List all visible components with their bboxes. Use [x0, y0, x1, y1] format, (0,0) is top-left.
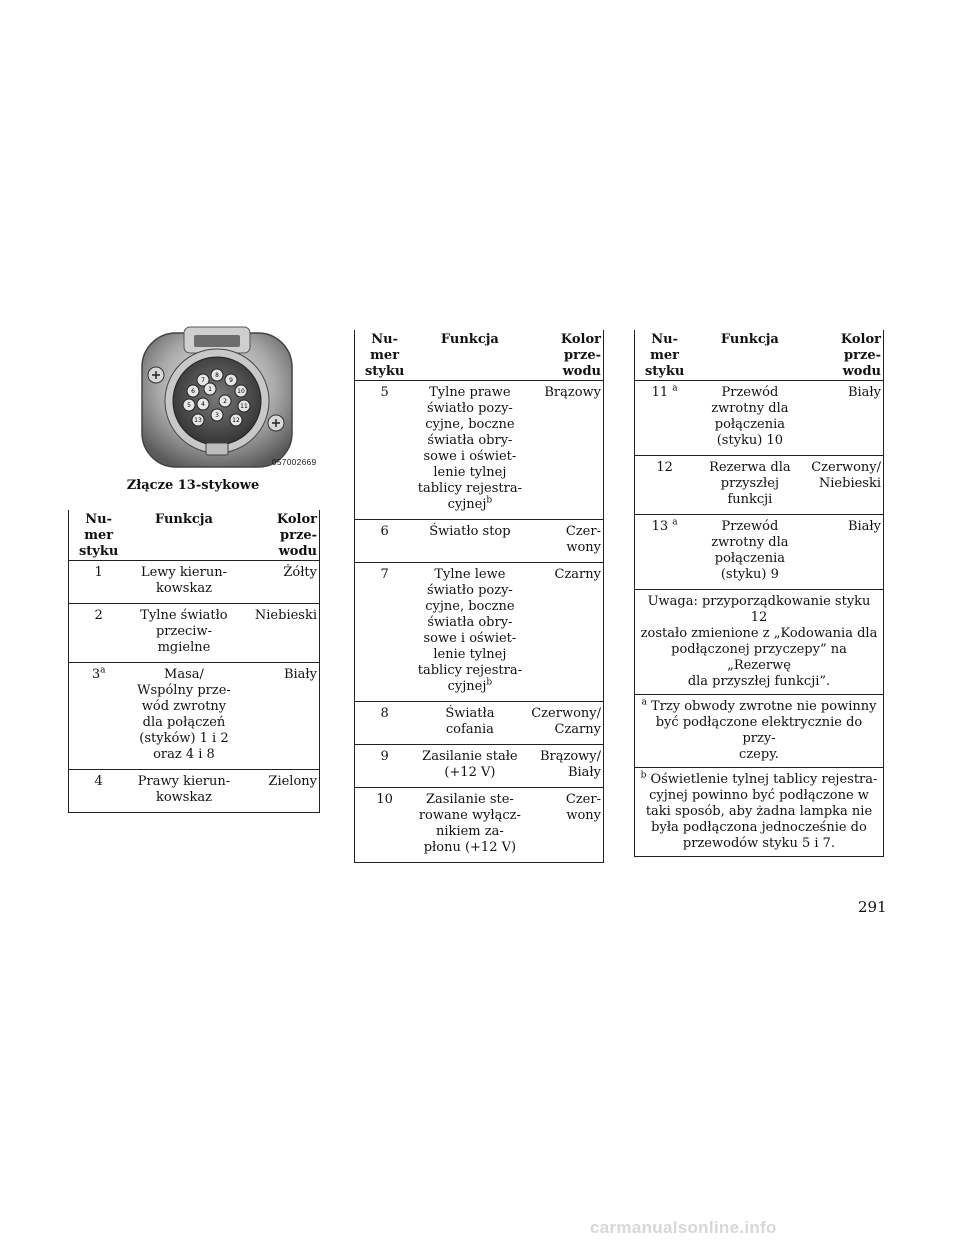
header-color: Kolor prze- wodu [526, 330, 604, 381]
footnote-marker: b [486, 495, 493, 506]
watermark: carmanualsonline.info [590, 1218, 777, 1237]
pin-9 [225, 374, 237, 386]
footnote-row [635, 695, 884, 768]
header-function: Funkcja [128, 510, 239, 561]
table-row [635, 381, 884, 456]
table-row [635, 456, 884, 515]
wire-color: Biały [806, 515, 884, 590]
table-row [69, 663, 320, 770]
header-pin: Nu- mer styku [635, 330, 695, 381]
pin-table-3 [634, 330, 884, 857]
pin-number: 13 $^a$ [635, 515, 695, 590]
pin-11 [238, 400, 250, 412]
header-pin: Nu- mer styku [69, 510, 129, 561]
pin-function: Przewód zwrotny dla połączenia (styku) 10 [694, 381, 805, 456]
wire-color: Brązowy [526, 381, 604, 520]
pin-table-2 [354, 330, 604, 863]
table-header-row [69, 510, 320, 561]
pin-number: 8 [355, 702, 415, 745]
figure-code: 057002669 [272, 458, 317, 467]
pin-number: 11 $^a$ [635, 381, 695, 456]
connector-figure [120, 325, 320, 475]
table-row [69, 770, 320, 813]
footnote-marker: a [100, 665, 106, 676]
footnote-marker: a [672, 383, 678, 394]
wire-color: Czer- wony [526, 788, 604, 863]
header-function: Funkcja [414, 330, 525, 381]
svg-text:11: 11 [240, 403, 248, 410]
pin-function: Lewy kierun- kowskaz [128, 561, 239, 604]
pin-number: 6 [355, 520, 415, 563]
table-row [355, 702, 604, 745]
header-pin: Nu- mer styku [355, 330, 415, 381]
pin-number: 7 [355, 563, 415, 702]
pin-number: 3$^a$ [69, 663, 129, 770]
svg-text:5: 5 [187, 402, 191, 409]
pin-function: Światło stop [414, 520, 525, 563]
svg-text:1: 1 [208, 386, 212, 393]
footnote-row [635, 768, 884, 857]
pin-6 [187, 385, 199, 397]
header-color: Kolor prze- wodu [806, 330, 884, 381]
pin-function: Przewód zwrotny dla połączenia (styku) 9 [694, 515, 805, 590]
uwaga-note: Uwaga: przyporządkowanie styku 12 zostało zmienione z „Kodowania dla podłączonej przyczepy” na „Rezerwę dla przyszłej funkcji”. [635, 590, 884, 695]
pin-number: 1 [69, 561, 129, 604]
footnote-marker: b [486, 677, 493, 688]
figure-caption: Złącze 13-stykowe [126, 478, 260, 493]
pin-function: Światła cofania [414, 702, 525, 745]
svg-text:10: 10 [237, 388, 245, 395]
wire-color: Biały [806, 381, 884, 456]
svg-text:9: 9 [229, 377, 233, 384]
pin-number: 12 [635, 456, 695, 515]
table-row [355, 788, 604, 863]
svg-text:12: 12 [232, 417, 240, 424]
footnote-b: $^b$ Oświetlenie tylnej tablicy rejestra- cyjnej powinno być podłączone w taki sposób, aby żadna lampka nie była podłączona jednocześnie do przewodów styku 5 i 7. [635, 768, 884, 857]
svg-text:4: 4 [201, 401, 205, 408]
pin-function: Rezerwa dla przyszłej funkcji [694, 456, 805, 515]
pin-function: Tylne światło przeciw- mgielne [128, 604, 239, 663]
pin-function: Masa/ Wspólny prze- wód zwrotny dla połączeń (styków) 1 i 2 oraz 4 i 8 [128, 663, 239, 770]
table-header-row [635, 330, 884, 381]
svg-text:2: 2 [223, 398, 227, 405]
header-color: Kolor prze- wodu [240, 510, 320, 561]
table-row [355, 745, 604, 788]
svg-text:13: 13 [194, 417, 202, 424]
pin-number: 5 [355, 381, 415, 520]
table-row [635, 515, 884, 590]
wire-color: Czarny [526, 563, 604, 702]
pin-12 [230, 414, 242, 426]
wire-color: Biały [240, 663, 320, 770]
pin-3 [211, 409, 223, 421]
footnote-marker: a [641, 697, 647, 708]
page-number: 291 [858, 898, 887, 916]
wire-color: Czerwony/ Niebieski [806, 456, 884, 515]
pin-table-1 [68, 510, 320, 813]
footnote-a: $^a$ Trzy obwody zwrotne nie powinny być podłączone elektrycznie do przy- czepy. [635, 695, 884, 768]
header-function: Funkcja [694, 330, 805, 381]
footnote-marker: a [672, 517, 678, 528]
table-row [355, 520, 604, 563]
footnote-marker: b [640, 770, 647, 781]
pin-function: Tylne lewe światło pozy- cyjne, boczne światła obry- sowe i oświet- lenie tylnej tablicy rejestra- cyjnej$^b$ [414, 563, 525, 702]
table-row [355, 381, 604, 520]
wire-color: Czer- wony [526, 520, 604, 563]
svg-text:8: 8 [215, 372, 219, 379]
pin-4 [197, 398, 209, 410]
pin-number: 4 [69, 770, 129, 813]
wire-color: Żółty [240, 561, 320, 604]
table-row [69, 561, 320, 604]
pin-10 [235, 385, 247, 397]
connector-13-pin-illustration [120, 325, 320, 475]
note-row [635, 590, 884, 695]
pin-function: Tylne prawe światło pozy- cyjne, boczne światła obry- sowe i oświet- lenie tylnej tablicy rejestra- cyjnej$^b$ [414, 381, 525, 520]
pin-8 [211, 369, 223, 381]
pin-function: Prawy kierun- kowskaz [128, 770, 239, 813]
wire-color: Brązowy/ Biały [526, 745, 604, 788]
wire-color: Zielony [240, 770, 320, 813]
pin-function: Zasilanie ste- rowane wyłącz- nikiem za- płonu (+12 V) [414, 788, 525, 863]
pin-number: 10 [355, 788, 415, 863]
table-header-row [355, 330, 604, 381]
svg-text:7: 7 [201, 377, 205, 384]
wire-color: Czerwony/ Czarny [526, 702, 604, 745]
svg-text:3: 3 [215, 412, 219, 419]
table-row [69, 604, 320, 663]
wire-color: Niebieski [240, 604, 320, 663]
pin-number: 2 [69, 604, 129, 663]
pin-13 [192, 414, 204, 426]
pin-5 [183, 399, 195, 411]
pin-1 [204, 383, 216, 395]
pin-number: 9 [355, 745, 415, 788]
svg-text:6: 6 [191, 388, 195, 395]
pin-2 [219, 395, 231, 407]
pin-function: Zasilanie stałe (+12 V) [414, 745, 525, 788]
table-row [355, 563, 604, 702]
